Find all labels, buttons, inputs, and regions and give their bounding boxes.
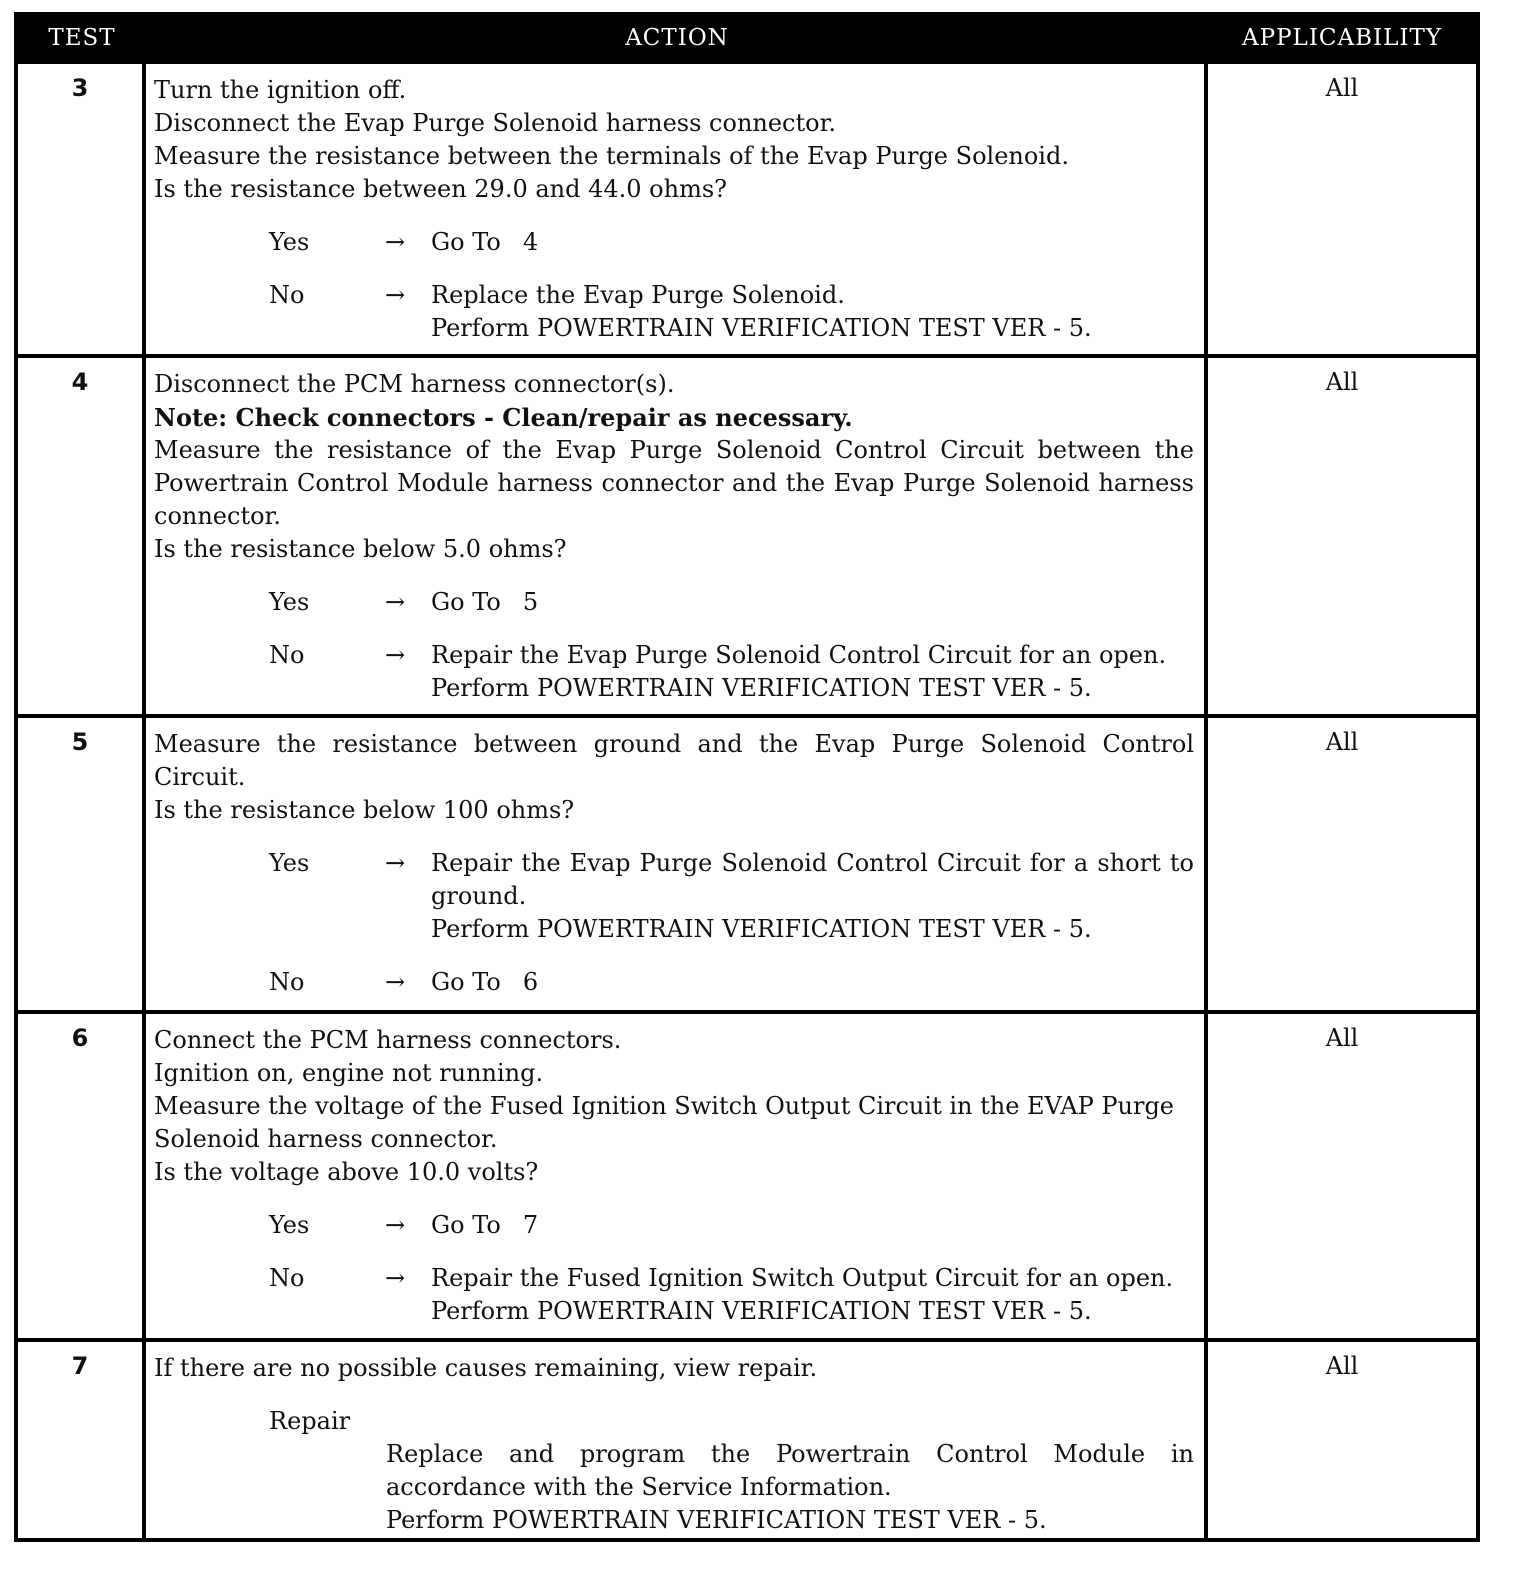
action-cell <box>146 64 1208 354</box>
action-line: Measure the resistance of the Evap Purge Solenoid Control Circuit between the Powertrain Control Module harness connector and the Evap Purge Solenoid harness connector. <box>154 436 1194 530</box>
applicability-value: All <box>1325 368 1359 396</box>
table-row <box>18 354 1476 714</box>
applicability-value: All <box>1325 74 1359 102</box>
goto-number: 6 <box>522 968 539 996</box>
goto-label: Go To <box>431 228 501 256</box>
table-row <box>18 60 1476 354</box>
arrow-icon: → <box>385 641 406 669</box>
action-note: Note: Check connectors - Clean/repair as necessary. <box>154 403 853 432</box>
action-line: Disconnect the PCM harness connector(s). <box>154 370 675 398</box>
yes-label: Yes <box>269 849 310 877</box>
action-line: Measure the resistance between the terminals of the Evap Purge Solenoid. <box>154 142 1069 170</box>
test-number: 3 <box>18 64 146 354</box>
test-number: 5 <box>18 718 146 1010</box>
repair-action: Replace and program the Powertrain Control Module in accordance with the Service Information. <box>386 1440 1194 1501</box>
branch-action: Repair the Evap Purge Solenoid Control Circuit for a short to ground. <box>431 849 1194 910</box>
action-line: Measure the voltage of the Fused Ignition Switch Output Circuit in the EVAP Purge Solenoid harness connector. <box>154 1092 1175 1153</box>
applicability-value: All <box>1325 1024 1359 1052</box>
repair-label: Repair <box>269 1407 351 1435</box>
arrow-icon: → <box>385 588 406 616</box>
no-label: No <box>269 968 305 996</box>
branch-verification: Perform POWERTRAIN VERIFICATION TEST VER - 5. <box>431 915 1092 943</box>
goto-number: 7 <box>522 1211 539 1239</box>
yes-label: Yes <box>269 588 310 616</box>
branch-action: Replace the Evap Purge Solenoid. <box>431 281 845 309</box>
action-line: If there are no possible causes remaining, view repair. <box>154 1354 818 1382</box>
action-line: Ignition on, engine not running. <box>154 1059 544 1087</box>
no-branch <box>154 279 1194 345</box>
no-label: No <box>269 281 305 309</box>
no-label: No <box>269 1264 305 1292</box>
arrow-icon: → <box>385 281 406 309</box>
action-line: Connect the PCM harness connectors. <box>154 1026 622 1054</box>
no-label: No <box>269 641 305 669</box>
action-question: Is the resistance below 5.0 ohms? <box>154 535 567 563</box>
arrow-icon: → <box>385 968 406 996</box>
test-number: 6 <box>18 1014 146 1338</box>
yes-branch <box>154 586 1194 619</box>
yes-branch <box>154 226 1194 259</box>
branch-verification: Perform POWERTRAIN VERIFICATION TEST VER - 5. <box>431 314 1092 342</box>
test-number: 7 <box>18 1342 146 1538</box>
action-cell <box>146 718 1208 1010</box>
table-header <box>18 16 1476 60</box>
action-question: Is the voltage above 10.0 volts? <box>154 1158 539 1186</box>
applicability-value: All <box>1325 1352 1359 1380</box>
goto-label: Go To <box>431 588 501 616</box>
action-line: Measure the resistance between ground and the Evap Purge Solenoid Control Circuit. <box>154 730 1194 791</box>
table-row <box>18 1338 1476 1538</box>
goto-number: 4 <box>522 228 539 256</box>
repair-verification: Perform POWERTRAIN VERIFICATION TEST VER - 5. <box>386 1506 1047 1534</box>
no-branch <box>154 639 1194 705</box>
action-cell <box>146 358 1208 714</box>
yes-branch <box>154 1209 1194 1242</box>
header-action: ACTION <box>625 25 729 51</box>
action-question: Is the resistance below 100 ohms? <box>154 796 575 824</box>
branch-verification: Perform POWERTRAIN VERIFICATION TEST VER - 5. <box>431 674 1092 702</box>
yes-label: Yes <box>269 228 310 256</box>
arrow-icon: → <box>385 849 406 877</box>
table-row <box>18 714 1476 1010</box>
arrow-icon: → <box>385 1264 406 1292</box>
header-applicability: APPLICABILITY <box>1242 25 1442 51</box>
yes-branch <box>154 847 1194 946</box>
goto-number: 5 <box>522 588 539 616</box>
action-line: Disconnect the Evap Purge Solenoid harness connector. <box>154 109 837 137</box>
test-number: 4 <box>18 358 146 714</box>
arrow-icon: → <box>385 1211 406 1239</box>
no-branch <box>154 1262 1194 1328</box>
branch-verification: Perform POWERTRAIN VERIFICATION TEST VER - 5. <box>431 1297 1092 1325</box>
action-question: Is the resistance between 29.0 and 44.0 ohms? <box>154 175 728 203</box>
table-row <box>18 1010 1476 1338</box>
applicability-value: All <box>1325 728 1359 756</box>
action-cell <box>146 1014 1208 1338</box>
yes-label: Yes <box>269 1211 310 1239</box>
repair-block <box>154 1438 1194 1537</box>
branch-action: Repair the Evap Purge Solenoid Control Circuit for an open. <box>431 641 1167 669</box>
action-line: Turn the ignition off. <box>154 76 407 104</box>
branch-action: Repair the Fused Ignition Switch Output Circuit for an open. <box>431 1264 1174 1292</box>
goto-label: Go To <box>431 1211 501 1239</box>
arrow-icon: → <box>385 228 406 256</box>
action-cell <box>146 1342 1208 1538</box>
no-branch <box>154 966 1194 999</box>
goto-label: Go To <box>431 968 501 996</box>
diagnostic-test-table <box>14 12 1480 1542</box>
header-test: TEST <box>48 25 116 51</box>
